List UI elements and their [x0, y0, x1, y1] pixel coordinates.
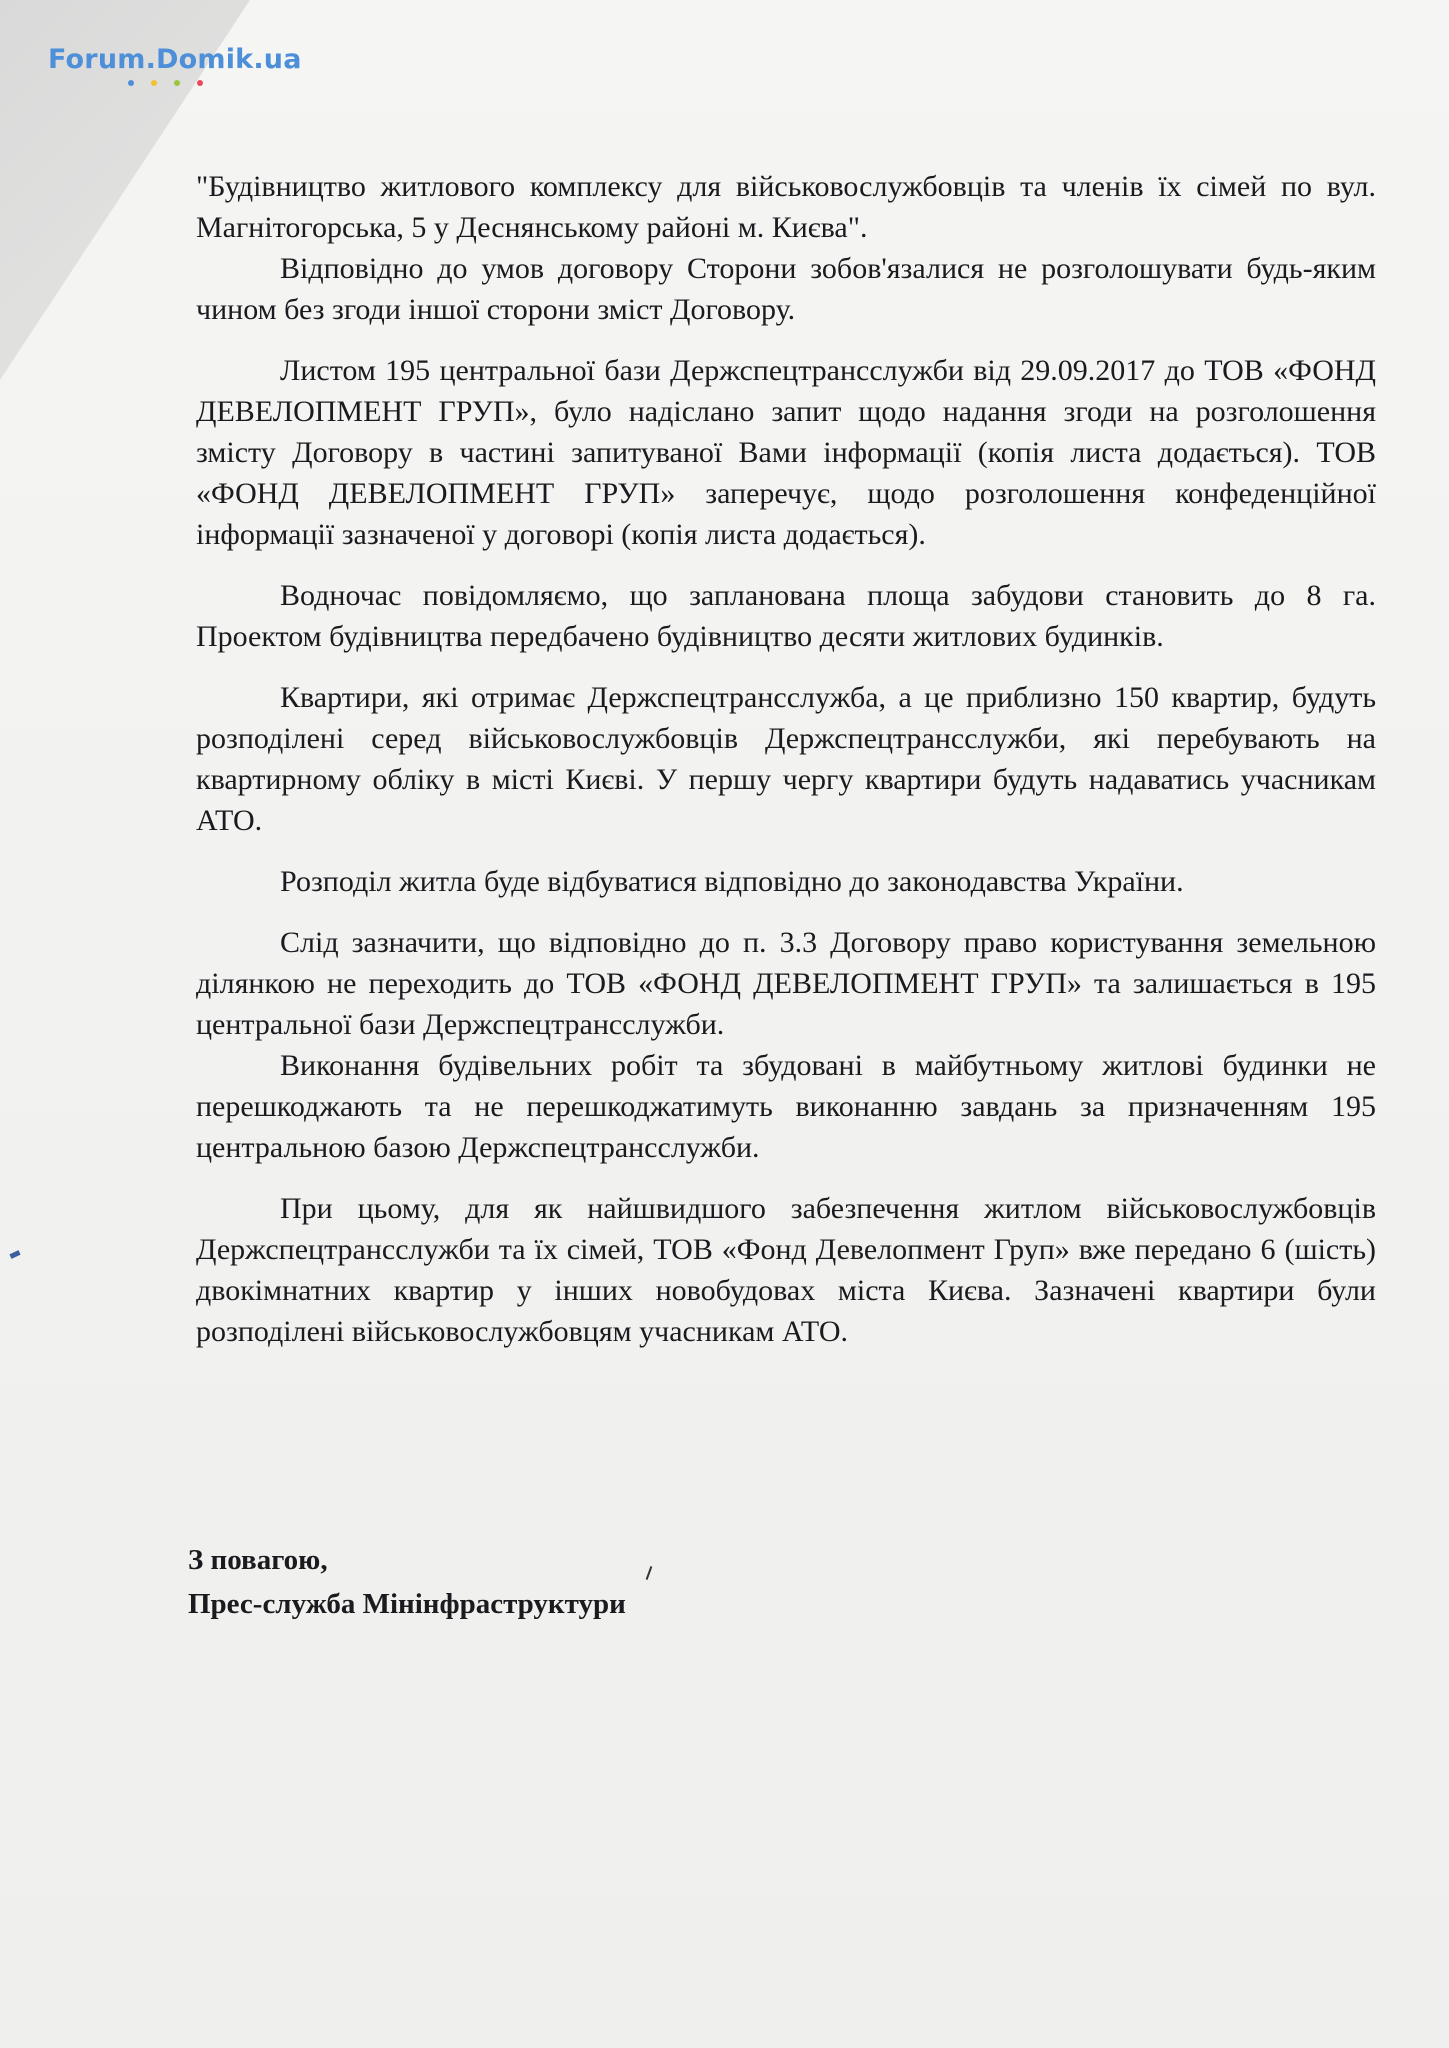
paragraph: Листом 195 центральної бази Держспецтрансслужби від 29.09.2017 до ТОВ «ФОНД ДЕВЕЛОПМЕНТ ГРУП», було надіслано запит щодо надання згоди на розголошення змісту Договору в частині запитуваної Вами інформації (копія листа додається). ТОВ «ФОНД ДЕВЕЛОПМЕНТ ГРУП» заперечує, щодо розголошення конфеденційної інформації зазначеної у договорі (копія листа додається). — [196, 354, 1376, 551]
signatory-line: Прес-служба Мінінфраструктури — [188, 1588, 626, 1620]
paragraph: Водночас повідомляємо, що запланована площа забудови становить до 8 га. Проектом будівництва передбачено будівництво десяти житлових будинків. — [196, 579, 1376, 653]
scan-speck — [9, 1250, 20, 1259]
closing-line: З повагою, — [188, 1544, 328, 1576]
paragraph: Квартири, які отримає Держспецтрансслужба, а це приблизно 150 квартир, будуть розподілені серед військовослужбовців Держспецтрансслужби, які перебувають на квартирному обліку в місті Києві. У першу чергу квартири будуть надаватись учасникам АТО. — [196, 681, 1376, 837]
watermark-dot — [197, 80, 203, 86]
paragraph: Розподіл житла буде відбуватися відповідно до законодавства України. — [280, 865, 1184, 898]
watermark-dot — [128, 80, 134, 86]
watermark-logo: Forum.Domik.ua — [48, 44, 302, 75]
paragraph: Виконання будівельних робіт та збудовані в майбутньому житлові будинки не перешкоджають та не перешкоджатимуть виконанню завдань за призначенням 195 центральною базою Держспецтрансслужби. — [196, 1049, 1376, 1164]
watermark-dot — [174, 80, 180, 86]
watermark-dots — [128, 80, 203, 86]
watermark-dot — [151, 80, 157, 86]
paragraph: Слід зазначити, що відповідно до п. 3.3 Договору право користування земельною ділянкою не переходить до ТОВ «ФОНД ДЕВЕЛОПМЕНТ ГРУП» та залишається в 195 центральної бази Держспецтрансслужби. — [196, 926, 1376, 1041]
letter-body — [196, 166, 1376, 1352]
paragraph: "Будівництво житлового комплексу для військовослужбовців та членів їх сімей по вул. Магнітогорська, 5 у Деснянському районі м. Києва". — [196, 170, 1376, 244]
signature-block — [188, 1538, 626, 1626]
paragraph: При цьому, для як найшвидшого забезпечення житлом військовослужбовців Держспецтрансслужби та їх сімей, ТОВ «Фонд Девелопмент Груп» вже передано 6 (шість) двокімнатних квартир у інших новобудовах міста Києва. Зазначені квартири були розподілені військовослужбовцям учасникам АТО. — [196, 1192, 1376, 1348]
paragraph: Відповідно до умов договору Сторони зобов'язалися не розголошувати будь-яким чином без згоди іншої сторони зміст Договору. — [196, 252, 1376, 326]
scan-speck — [646, 1566, 653, 1580]
